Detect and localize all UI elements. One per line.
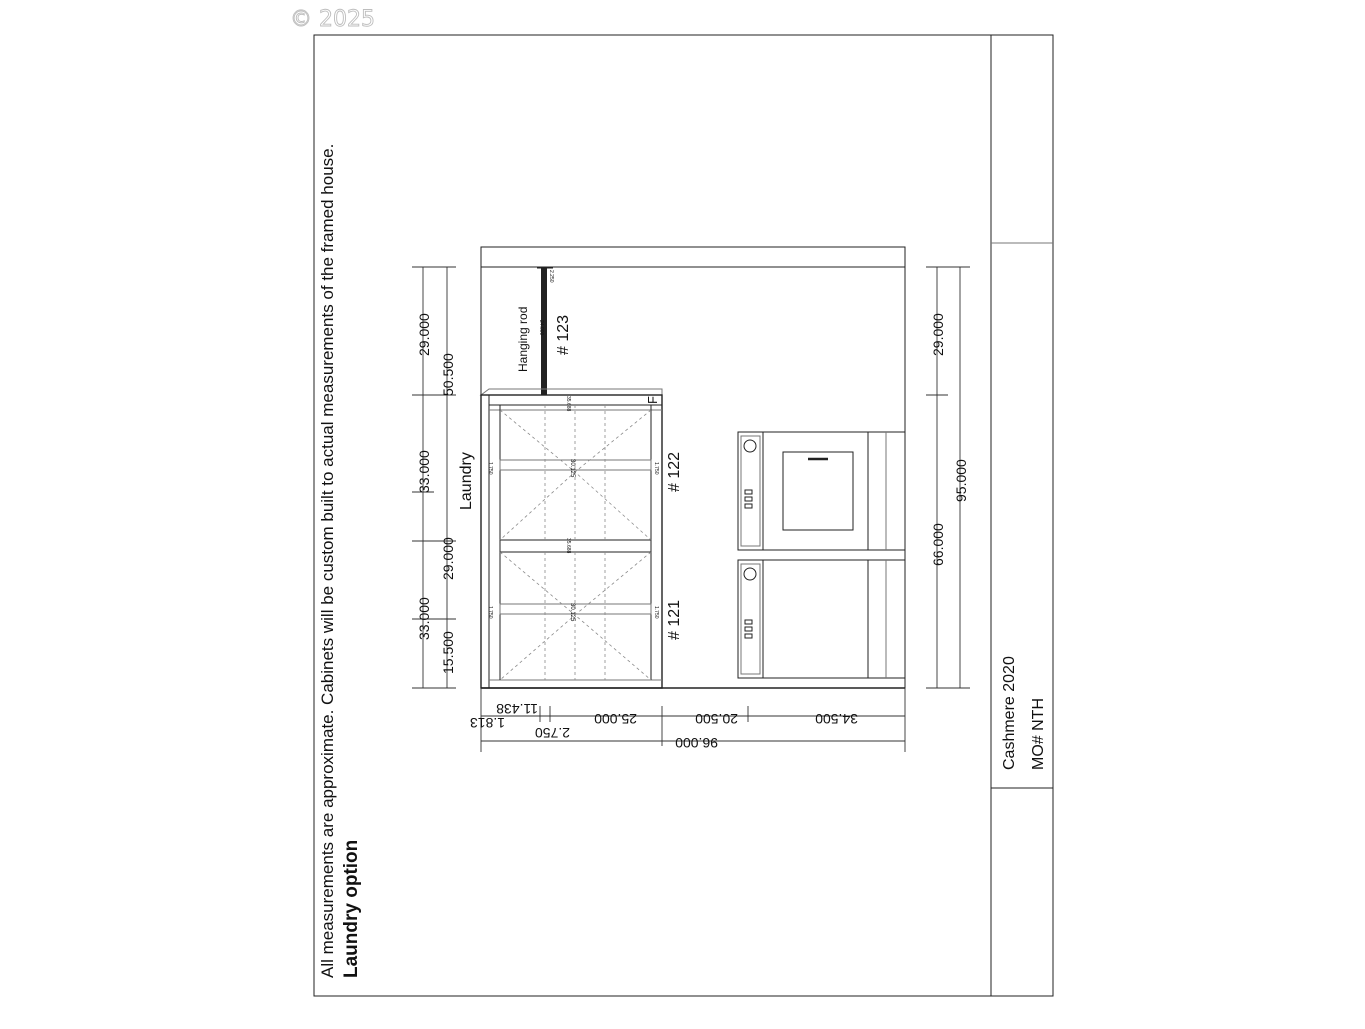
dimension-label: 29.000 <box>930 313 946 356</box>
f-mark: F <box>645 396 660 404</box>
bottom-dimensions <box>470 688 905 752</box>
dimension-label: 1.813 <box>469 715 505 731</box>
mo-number: MO# NTH <box>1030 698 1047 770</box>
plan-name: Cashmere 2020 <box>1001 656 1018 770</box>
dimension-label: 25.000 <box>594 711 637 727</box>
dimension-label: 2.750 <box>534 725 570 741</box>
upper-appliance <box>738 432 905 550</box>
small-dim: 1.750 <box>487 462 493 475</box>
dimension-label: 33.000 <box>416 450 432 493</box>
dimension-label: 29.000 <box>440 537 456 580</box>
small-dim: 1.750 <box>653 606 659 619</box>
dimension-label: 95.000 <box>953 459 969 502</box>
dimension-label: 50.500 <box>440 353 456 396</box>
lower-appliance <box>738 560 905 678</box>
dimension-label: 29.000 <box>416 313 432 356</box>
small-dim: 35.688 <box>565 538 571 554</box>
control-knob-icon <box>744 440 756 452</box>
rod-top-dim: 2.250 <box>548 270 554 283</box>
dimension-label: 20.500 <box>695 711 738 727</box>
dimension-label: 33.000 <box>416 597 432 640</box>
dimension-label: 96.000 <box>675 735 718 751</box>
door-swing-line <box>575 552 651 680</box>
control-button-icon <box>745 504 752 508</box>
approx-note: All measurements are approximate. Cabinets will be custom built to actual measurements of the framed house. <box>318 143 337 978</box>
cabinet-122-label: # 122 <box>666 451 683 492</box>
control-button-icon <box>745 490 752 494</box>
rod-dim: 24.000 <box>538 320 544 336</box>
small-dim: 1.750 <box>653 462 659 475</box>
door-swing-line <box>575 410 651 540</box>
cabinet-121-label: # 121 <box>666 599 683 640</box>
small-dim: 30.125 <box>569 603 575 622</box>
control-panel-inner <box>741 564 760 674</box>
appliance-body <box>763 560 868 678</box>
dimension-label: 15.500 <box>440 631 456 674</box>
cabinet-123-label: # 123 <box>555 314 572 355</box>
appliance-body <box>763 432 868 550</box>
control-panel-inner <box>741 436 760 546</box>
small-dim: 30.125 <box>569 459 575 478</box>
control-button-icon <box>745 634 752 638</box>
door-swing-line <box>500 552 575 680</box>
control-button-icon <box>745 627 752 631</box>
left-dimensions <box>412 267 456 688</box>
cabinet-top-cap <box>481 389 662 395</box>
control-button-icon <box>745 497 752 501</box>
small-dim: 35.688 <box>565 396 571 412</box>
room-label: Laundry <box>458 452 475 510</box>
cabinet-face-frame <box>489 395 662 688</box>
dimension-label: 34.500 <box>815 711 858 727</box>
control-knob-icon <box>744 568 756 580</box>
door-swing-line <box>500 410 575 540</box>
copyright-watermark: © 2025 <box>290 7 375 32</box>
dimension-label: 11.438 <box>496 701 538 717</box>
option-title: Laundry option <box>341 839 362 978</box>
right-dimensions <box>926 267 970 688</box>
small-dim: 1.750 <box>487 606 493 619</box>
hanging-rod-label: Hanging rod <box>516 306 530 372</box>
hanging-rod <box>516 267 572 395</box>
tall-cabinet <box>481 389 683 688</box>
appliance-door <box>783 452 853 530</box>
control-panel <box>738 560 763 678</box>
control-button-icon <box>745 620 752 624</box>
control-panel <box>738 432 763 550</box>
sheet-border <box>314 35 1053 996</box>
dimension-label: 66.000 <box>930 523 946 566</box>
